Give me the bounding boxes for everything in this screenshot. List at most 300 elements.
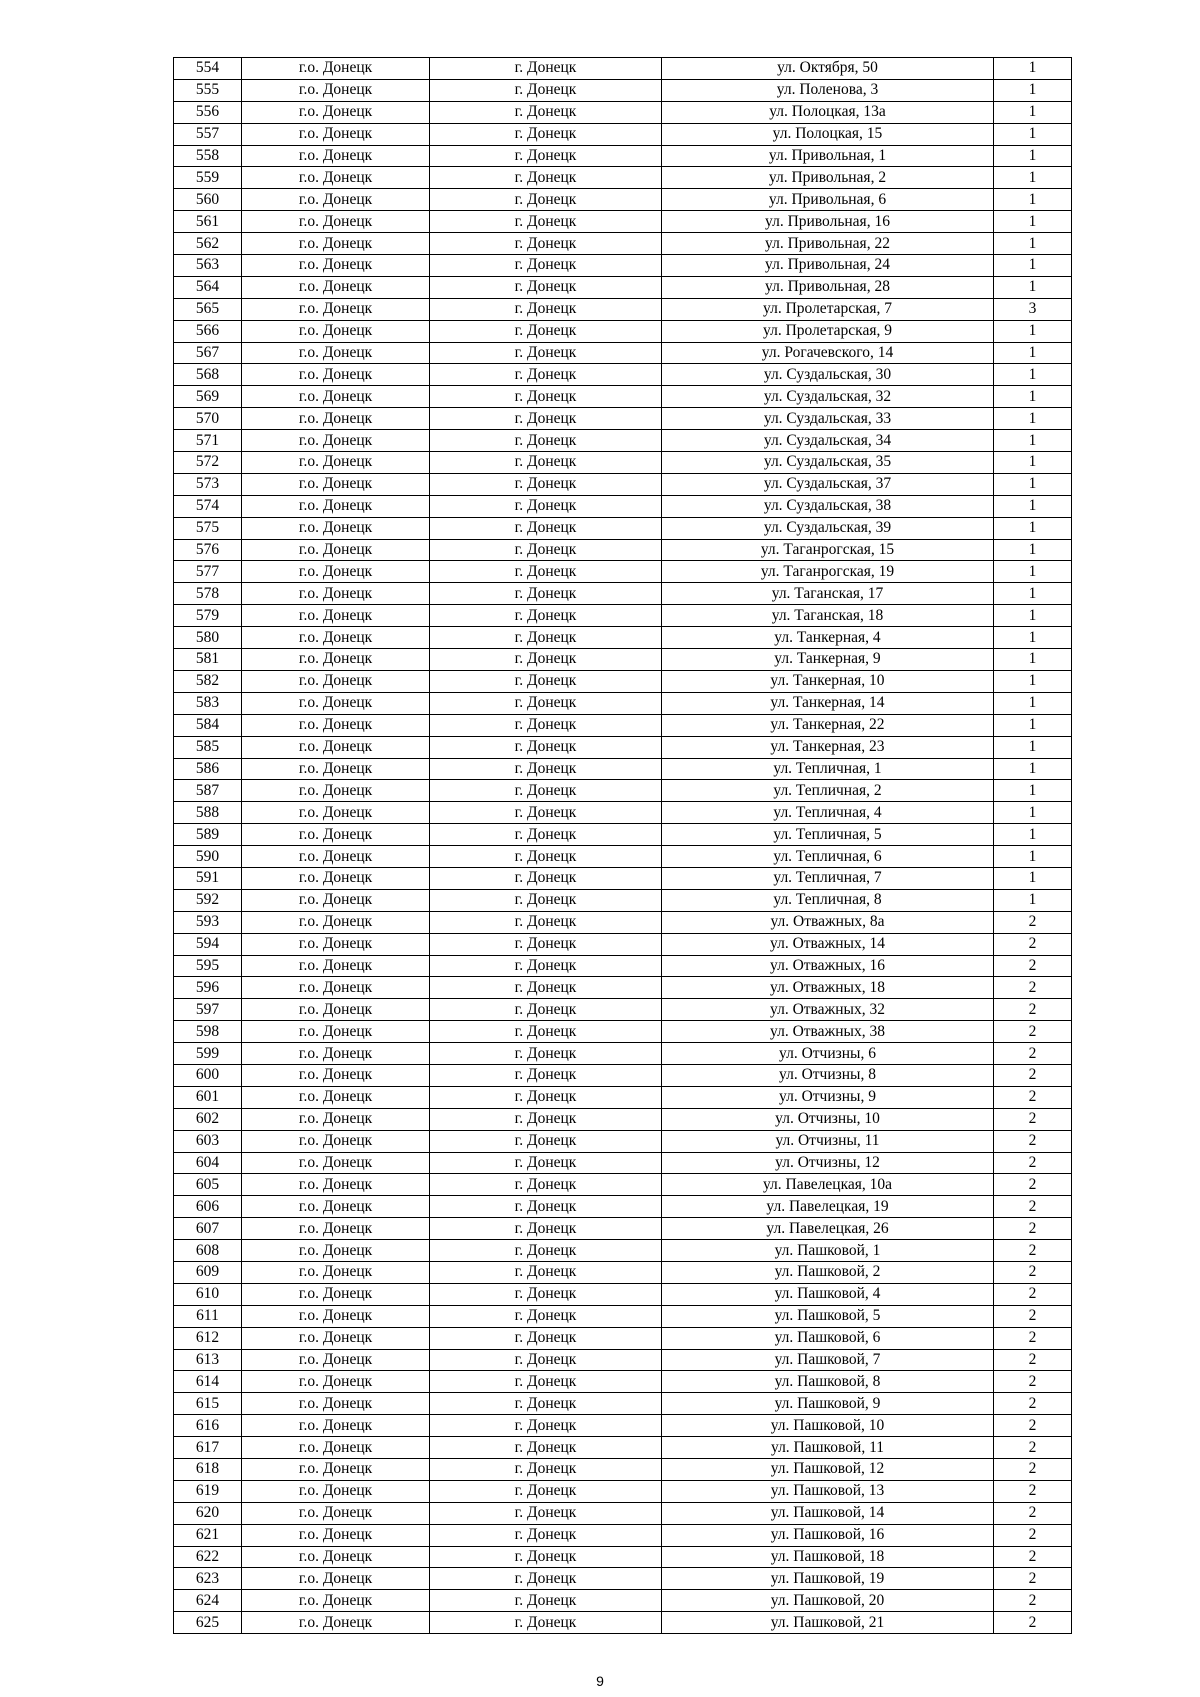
row-number-cell: 571: [174, 430, 242, 452]
city-cell: г. Донецк: [430, 1349, 662, 1371]
row-number-cell: 590: [174, 846, 242, 868]
row-number-cell: 615: [174, 1393, 242, 1415]
city-cell: г. Донецк: [430, 1327, 662, 1349]
row-number-cell: 609: [174, 1261, 242, 1283]
city-cell: г. Донецк: [430, 1437, 662, 1459]
district-cell: г.о. Донецк: [242, 320, 430, 342]
count-cell: 1: [994, 714, 1072, 736]
district-cell: г.о. Донецк: [242, 911, 430, 933]
count-cell: 2: [994, 1305, 1072, 1327]
address-cell: ул. Танкерная, 10: [662, 670, 994, 692]
address-cell: ул. Танкерная, 14: [662, 692, 994, 714]
row-number-cell: 582: [174, 670, 242, 692]
city-cell: г. Донецк: [430, 1064, 662, 1086]
address-cell: ул. Привольная, 2: [662, 167, 994, 189]
table-row: [174, 1283, 1072, 1305]
count-cell: 1: [994, 517, 1072, 539]
row-number-cell: 597: [174, 999, 242, 1021]
city-cell: г. Донецк: [430, 714, 662, 736]
count-cell: 1: [994, 583, 1072, 605]
city-cell: г. Донецк: [430, 1568, 662, 1590]
table-row: [174, 911, 1072, 933]
address-cell: ул. Пашковой, 14: [662, 1502, 994, 1524]
district-cell: г.о. Донецк: [242, 977, 430, 999]
district-cell: г.о. Донецк: [242, 1305, 430, 1327]
table-row: [174, 211, 1072, 233]
district-cell: г.о. Донецк: [242, 1064, 430, 1086]
row-number-cell: 605: [174, 1174, 242, 1196]
row-number-cell: 583: [174, 692, 242, 714]
address-cell: ул. Таганская, 18: [662, 605, 994, 627]
table-row: [174, 955, 1072, 977]
table-row: [174, 452, 1072, 474]
count-cell: 1: [994, 539, 1072, 561]
city-cell: г. Донецк: [430, 605, 662, 627]
row-number-cell: 567: [174, 342, 242, 364]
district-cell: г.о. Донецк: [242, 627, 430, 649]
city-cell: г. Донецк: [430, 495, 662, 517]
table-row: [174, 473, 1072, 495]
row-number-cell: 604: [174, 1152, 242, 1174]
district-cell: г.о. Донецк: [242, 298, 430, 320]
row-number-cell: 586: [174, 758, 242, 780]
count-cell: 1: [994, 824, 1072, 846]
row-number-cell: 562: [174, 233, 242, 255]
address-cell: ул. Танкерная, 22: [662, 714, 994, 736]
city-cell: г. Донецк: [430, 1152, 662, 1174]
city-cell: г. Донецк: [430, 364, 662, 386]
row-number-cell: 570: [174, 408, 242, 430]
district-cell: г.о. Донецк: [242, 342, 430, 364]
address-cell: ул. Пашковой, 6: [662, 1327, 994, 1349]
district-cell: г.о. Донецк: [242, 1283, 430, 1305]
row-number-cell: 587: [174, 780, 242, 802]
address-cell: ул. Отважных, 16: [662, 955, 994, 977]
count-cell: 1: [994, 145, 1072, 167]
city-cell: г. Донецк: [430, 255, 662, 277]
city-cell: г. Донецк: [430, 1590, 662, 1612]
district-cell: г.о. Донецк: [242, 101, 430, 123]
row-number-cell: 624: [174, 1590, 242, 1612]
city-cell: г. Донецк: [430, 692, 662, 714]
row-number-cell: 554: [174, 58, 242, 80]
count-cell: 1: [994, 386, 1072, 408]
city-cell: г. Донецк: [430, 1086, 662, 1108]
address-cell: ул. Октября, 50: [662, 58, 994, 80]
row-number-cell: 622: [174, 1546, 242, 1568]
district-cell: г.о. Донецк: [242, 1393, 430, 1415]
address-cell: ул. Павелецкая, 19: [662, 1196, 994, 1218]
table-row: [174, 430, 1072, 452]
row-number-cell: 601: [174, 1086, 242, 1108]
count-cell: 1: [994, 79, 1072, 101]
address-cell: ул. Пашковой, 9: [662, 1393, 994, 1415]
count-cell: 2: [994, 933, 1072, 955]
address-cell: ул. Пашковой, 8: [662, 1371, 994, 1393]
count-cell: 1: [994, 211, 1072, 233]
district-cell: г.о. Донецк: [242, 211, 430, 233]
row-number-cell: 611: [174, 1305, 242, 1327]
count-cell: 1: [994, 561, 1072, 583]
table-row: [174, 1480, 1072, 1502]
table-row: [174, 1415, 1072, 1437]
count-cell: 2: [994, 1327, 1072, 1349]
count-cell: 2: [994, 1174, 1072, 1196]
district-cell: г.о. Донецк: [242, 1371, 430, 1393]
row-number-cell: 603: [174, 1130, 242, 1152]
table-row: [174, 1196, 1072, 1218]
address-cell: ул. Отважных, 18: [662, 977, 994, 999]
district-cell: г.о. Донецк: [242, 517, 430, 539]
district-cell: г.о. Донецк: [242, 452, 430, 474]
address-cell: ул. Привольная, 16: [662, 211, 994, 233]
address-cell: ул. Отчизны, 6: [662, 1043, 994, 1065]
city-cell: г. Донецк: [430, 561, 662, 583]
address-cell: ул. Отважных, 32: [662, 999, 994, 1021]
count-cell: 1: [994, 408, 1072, 430]
district-cell: г.о. Донецк: [242, 1174, 430, 1196]
table-row: [174, 386, 1072, 408]
count-cell: 2: [994, 911, 1072, 933]
row-number-cell: 591: [174, 867, 242, 889]
count-cell: 2: [994, 1568, 1072, 1590]
count-cell: 2: [994, 1261, 1072, 1283]
district-cell: г.о. Донецк: [242, 714, 430, 736]
table-row: [174, 824, 1072, 846]
table-row: [174, 1612, 1072, 1634]
district-cell: г.о. Донецк: [242, 79, 430, 101]
city-cell: г. Донецк: [430, 999, 662, 1021]
address-cell: ул. Поленова, 3: [662, 79, 994, 101]
address-cell: ул. Отважных, 8а: [662, 911, 994, 933]
address-cell: ул. Отчизны, 12: [662, 1152, 994, 1174]
count-cell: 1: [994, 758, 1072, 780]
city-cell: г. Донецк: [430, 1305, 662, 1327]
count-cell: 2: [994, 1349, 1072, 1371]
city-cell: г. Донецк: [430, 101, 662, 123]
count-cell: 2: [994, 1021, 1072, 1043]
district-cell: г.о. Донецк: [242, 364, 430, 386]
district-cell: г.о. Донецк: [242, 495, 430, 517]
row-number-cell: 616: [174, 1415, 242, 1437]
table-row: [174, 1502, 1072, 1524]
city-cell: г. Донецк: [430, 539, 662, 561]
count-cell: 2: [994, 1108, 1072, 1130]
address-cell: ул. Привольная, 24: [662, 255, 994, 277]
count-cell: 2: [994, 1415, 1072, 1437]
count-cell: 1: [994, 627, 1072, 649]
district-cell: г.о. Донецк: [242, 1546, 430, 1568]
count-cell: 2: [994, 1283, 1072, 1305]
district-cell: г.о. Донецк: [242, 1349, 430, 1371]
city-cell: г. Донецк: [430, 1261, 662, 1283]
district-cell: г.о. Донецк: [242, 692, 430, 714]
row-number-cell: 595: [174, 955, 242, 977]
address-cell: ул. Таганрогская, 19: [662, 561, 994, 583]
district-cell: г.о. Донецк: [242, 649, 430, 671]
row-number-cell: 572: [174, 452, 242, 474]
table-row: [174, 276, 1072, 298]
district-cell: г.о. Донецк: [242, 1108, 430, 1130]
city-cell: г. Донецк: [430, 233, 662, 255]
row-number-cell: 576: [174, 539, 242, 561]
district-cell: г.о. Донецк: [242, 539, 430, 561]
table-row: [174, 1590, 1072, 1612]
city-cell: г. Донецк: [430, 736, 662, 758]
city-cell: г. Донецк: [430, 1130, 662, 1152]
city-cell: г. Донецк: [430, 955, 662, 977]
address-cell: ул. Тепличная, 6: [662, 846, 994, 868]
count-cell: 1: [994, 495, 1072, 517]
district-cell: г.о. Донецк: [242, 1261, 430, 1283]
row-number-cell: 557: [174, 123, 242, 145]
address-cell: ул. Рогачевского, 14: [662, 342, 994, 364]
city-cell: г. Донецк: [430, 802, 662, 824]
city-cell: г. Донецк: [430, 408, 662, 430]
address-cell: ул. Пашковой, 20: [662, 1590, 994, 1612]
district-cell: г.о. Донецк: [242, 1327, 430, 1349]
district-cell: г.о. Донецк: [242, 1590, 430, 1612]
district-cell: г.о. Донецк: [242, 780, 430, 802]
count-cell: 1: [994, 123, 1072, 145]
count-cell: 2: [994, 955, 1072, 977]
address-cell: ул. Пашковой, 1: [662, 1240, 994, 1262]
table-row: [174, 1021, 1072, 1043]
district-cell: г.о. Донецк: [242, 408, 430, 430]
table-row: [174, 1459, 1072, 1481]
table-row: [174, 670, 1072, 692]
table-row: [174, 233, 1072, 255]
district-cell: г.о. Донецк: [242, 1415, 430, 1437]
address-cell: ул. Привольная, 22: [662, 233, 994, 255]
count-cell: 2: [994, 1459, 1072, 1481]
district-cell: г.о. Донецк: [242, 1459, 430, 1481]
district-cell: г.о. Донецк: [242, 145, 430, 167]
table-row: [174, 320, 1072, 342]
city-cell: г. Донецк: [430, 298, 662, 320]
district-cell: г.о. Донецк: [242, 430, 430, 452]
address-cell: ул. Тепличная, 5: [662, 824, 994, 846]
address-cell: ул. Тепличная, 1: [662, 758, 994, 780]
district-cell: г.о. Донецк: [242, 1437, 430, 1459]
count-cell: 1: [994, 452, 1072, 474]
table-row: [174, 714, 1072, 736]
row-number-cell: 598: [174, 1021, 242, 1043]
district-cell: г.о. Донецк: [242, 955, 430, 977]
count-cell: 1: [994, 233, 1072, 255]
table-row: [174, 1130, 1072, 1152]
city-cell: г. Донецк: [430, 846, 662, 868]
city-cell: г. Донецк: [430, 1480, 662, 1502]
count-cell: 2: [994, 1218, 1072, 1240]
table-row: [174, 1371, 1072, 1393]
count-cell: 1: [994, 101, 1072, 123]
count-cell: 1: [994, 430, 1072, 452]
row-number-cell: 610: [174, 1283, 242, 1305]
table-row: [174, 79, 1072, 101]
district-cell: г.о. Донецк: [242, 276, 430, 298]
city-cell: г. Донецк: [430, 123, 662, 145]
address-cell: ул. Танкерная, 23: [662, 736, 994, 758]
city-cell: г. Донецк: [430, 145, 662, 167]
row-number-cell: 589: [174, 824, 242, 846]
count-cell: 2: [994, 1371, 1072, 1393]
count-cell: 2: [994, 1524, 1072, 1546]
table-row: [174, 583, 1072, 605]
address-cell: ул. Пролетарская, 9: [662, 320, 994, 342]
table-row: [174, 1568, 1072, 1590]
city-cell: г. Донецк: [430, 342, 662, 364]
city-cell: г. Донецк: [430, 649, 662, 671]
count-cell: 1: [994, 58, 1072, 80]
city-cell: г. Донецк: [430, 211, 662, 233]
count-cell: 2: [994, 1393, 1072, 1415]
district-cell: г.о. Донецк: [242, 846, 430, 868]
row-number-cell: 579: [174, 605, 242, 627]
count-cell: 2: [994, 1086, 1072, 1108]
district-cell: г.о. Донецк: [242, 1021, 430, 1043]
table-row: [174, 1086, 1072, 1108]
address-cell: ул. Павелецкая, 26: [662, 1218, 994, 1240]
count-cell: 1: [994, 649, 1072, 671]
city-cell: г. Донецк: [430, 452, 662, 474]
district-cell: г.о. Донецк: [242, 736, 430, 758]
row-number-cell: 556: [174, 101, 242, 123]
city-cell: г. Донецк: [430, 780, 662, 802]
count-cell: 1: [994, 867, 1072, 889]
row-number-cell: 602: [174, 1108, 242, 1130]
city-cell: г. Донецк: [430, 276, 662, 298]
district-cell: г.о. Донецк: [242, 758, 430, 780]
table-row: [174, 58, 1072, 80]
table-row: [174, 123, 1072, 145]
city-cell: г. Донецк: [430, 867, 662, 889]
table-row: [174, 1218, 1072, 1240]
row-number-cell: 614: [174, 1371, 242, 1393]
table-row: [174, 1064, 1072, 1086]
city-cell: г. Донецк: [430, 1393, 662, 1415]
address-table-container: [173, 57, 1072, 1634]
table-row: [174, 189, 1072, 211]
row-number-cell: 560: [174, 189, 242, 211]
district-cell: г.о. Донецк: [242, 561, 430, 583]
address-cell: ул. Пашковой, 12: [662, 1459, 994, 1481]
table-row: [174, 605, 1072, 627]
table-row: [174, 692, 1072, 714]
table-row: [174, 495, 1072, 517]
address-cell: ул. Суздальская, 34: [662, 430, 994, 452]
district-cell: г.о. Донецк: [242, 824, 430, 846]
city-cell: г. Донецк: [430, 1612, 662, 1634]
count-cell: 1: [994, 670, 1072, 692]
district-cell: г.о. Донецк: [242, 583, 430, 605]
district-cell: г.о. Донецк: [242, 189, 430, 211]
table-row: [174, 649, 1072, 671]
district-cell: г.о. Донецк: [242, 473, 430, 495]
district-cell: г.о. Донецк: [242, 1043, 430, 1065]
table-row: [174, 802, 1072, 824]
district-cell: г.о. Донецк: [242, 670, 430, 692]
district-cell: г.о. Донецк: [242, 233, 430, 255]
row-number-cell: 566: [174, 320, 242, 342]
count-cell: 2: [994, 1043, 1072, 1065]
table-row: [174, 167, 1072, 189]
address-cell: ул. Отчизны, 9: [662, 1086, 994, 1108]
district-cell: г.о. Донецк: [242, 1196, 430, 1218]
address-cell: ул. Отчизны, 10: [662, 1108, 994, 1130]
address-cell: ул. Привольная, 1: [662, 145, 994, 167]
count-cell: 2: [994, 1240, 1072, 1262]
district-cell: г.о. Донецк: [242, 1152, 430, 1174]
address-table: [173, 57, 1072, 1634]
district-cell: г.о. Донецк: [242, 999, 430, 1021]
district-cell: г.о. Донецк: [242, 1612, 430, 1634]
row-number-cell: 596: [174, 977, 242, 999]
count-cell: 1: [994, 255, 1072, 277]
table-row: [174, 145, 1072, 167]
table-row: [174, 736, 1072, 758]
address-cell: ул. Танкерная, 4: [662, 627, 994, 649]
city-cell: г. Донецк: [430, 320, 662, 342]
row-number-cell: 565: [174, 298, 242, 320]
count-cell: 1: [994, 473, 1072, 495]
address-cell: ул. Отважных, 14: [662, 933, 994, 955]
city-cell: г. Донецк: [430, 1021, 662, 1043]
row-number-cell: 575: [174, 517, 242, 539]
table-row: [174, 1327, 1072, 1349]
address-cell: ул. Отчизны, 8: [662, 1064, 994, 1086]
row-number-cell: 607: [174, 1218, 242, 1240]
city-cell: г. Донецк: [430, 1283, 662, 1305]
city-cell: г. Донецк: [430, 1546, 662, 1568]
count-cell: 1: [994, 364, 1072, 386]
count-cell: 2: [994, 1152, 1072, 1174]
count-cell: 1: [994, 889, 1072, 911]
row-number-cell: 559: [174, 167, 242, 189]
address-cell: ул. Отчизны, 11: [662, 1130, 994, 1152]
row-number-cell: 600: [174, 1064, 242, 1086]
table-row: [174, 1546, 1072, 1568]
row-number-cell: 574: [174, 495, 242, 517]
table-row: [174, 1437, 1072, 1459]
row-number-cell: 563: [174, 255, 242, 277]
table-row: [174, 539, 1072, 561]
city-cell: г. Донецк: [430, 473, 662, 495]
count-cell: 2: [994, 1502, 1072, 1524]
address-cell: ул. Пашковой, 2: [662, 1261, 994, 1283]
table-row: [174, 364, 1072, 386]
row-number-cell: 620: [174, 1502, 242, 1524]
address-cell: ул. Суздальская, 38: [662, 495, 994, 517]
address-cell: ул. Танкерная, 9: [662, 649, 994, 671]
address-cell: ул. Тепличная, 2: [662, 780, 994, 802]
count-cell: 2: [994, 999, 1072, 1021]
row-number-cell: 585: [174, 736, 242, 758]
address-cell: ул. Полоцкая, 15: [662, 123, 994, 145]
table-row: [174, 561, 1072, 583]
address-cell: ул. Пашковой, 16: [662, 1524, 994, 1546]
count-cell: 2: [994, 1612, 1072, 1634]
table-row: [174, 933, 1072, 955]
row-number-cell: 555: [174, 79, 242, 101]
count-cell: 1: [994, 692, 1072, 714]
city-cell: г. Донецк: [430, 1415, 662, 1437]
row-number-cell: 618: [174, 1459, 242, 1481]
district-cell: г.о. Донецк: [242, 1480, 430, 1502]
district-cell: г.о. Донецк: [242, 255, 430, 277]
row-number-cell: 594: [174, 933, 242, 955]
city-cell: г. Донецк: [430, 583, 662, 605]
